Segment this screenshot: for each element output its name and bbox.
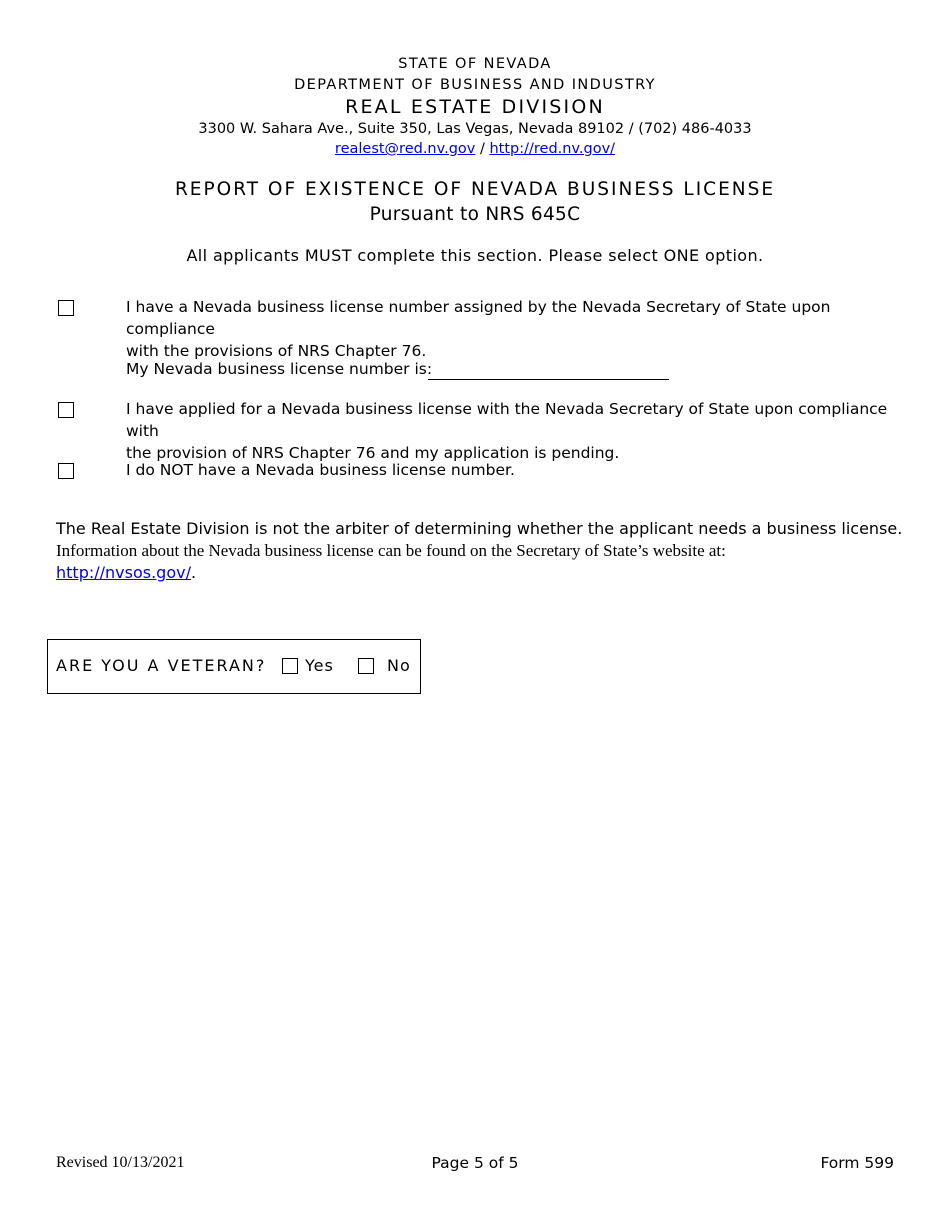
report-subtitle: Pursuant to NRS 645C [369, 204, 581, 225]
license-number-field[interactable] [428, 379, 669, 380]
form-number: Form 599 [820, 1154, 894, 1172]
link-separator: / [479, 141, 485, 157]
option-licensed-text [126, 296, 896, 362]
business-license-note [56, 518, 916, 584]
revised-date: Revised 10/13/2021 [56, 1154, 185, 1171]
nvsos-link[interactable]: http://nvsos.gov/ [56, 563, 191, 582]
option-pending-line2: the provision of NRS Chapter 76 and my application is pending. [126, 444, 620, 462]
license-number-label: My Nevada business license number is: [126, 360, 433, 378]
note-line2: Information about the Nevada business license can be found on the Secretary of State’s website at: [56, 541, 726, 560]
state-heading: STATE OF NEVADA [398, 56, 552, 72]
veteran-no-checkbox[interactable] [358, 658, 374, 674]
option-licensed-line2: with the provisions of NRS Chapter 76. [126, 342, 427, 360]
option-no-license-checkbox[interactable] [58, 463, 74, 479]
contact-links [0, 141, 950, 157]
instruction-text: All applicants MUST complete this section. Please select ONE option. [186, 246, 764, 265]
option-licensed-line1: I have a Nevada business license number assigned by the Nevada Secretary of State upon compliance [126, 298, 831, 338]
veteran-question: ARE YOU A VETERAN? [56, 656, 267, 675]
division-heading: REAL ESTATE DIVISION [345, 96, 605, 118]
veteran-yes-label: Yes [305, 656, 334, 675]
veteran-no-label: No [387, 656, 411, 675]
option-pending-checkbox[interactable] [58, 402, 74, 418]
report-title: REPORT OF EXISTENCE OF NEVADA BUSINESS LICENSE [174, 179, 776, 200]
department-heading: DEPARTMENT OF BUSINESS AND INDUSTRY [294, 77, 656, 93]
note-line1: The Real Estate Division is not the arbiter of determining whether the applicant needs a business license. [56, 519, 903, 538]
veteran-yes-checkbox[interactable] [282, 658, 298, 674]
option-pending-line1: I have applied for a Nevada business license with the Nevada Secretary of State upon compliance with [126, 400, 888, 440]
option-pending-text [126, 398, 896, 464]
email-link[interactable]: realest@red.nv.gov [334, 141, 476, 157]
page-number: Page 5 of 5 [431, 1154, 519, 1172]
note-period: . [190, 563, 197, 582]
website-link[interactable]: http://red.nv.gov/ [489, 141, 616, 157]
division-address: 3300 W. Sahara Ave., Suite 350, Las Vegas, Nevada 89102 / (702) 486-4033 [198, 121, 752, 137]
option-licensed-checkbox[interactable] [58, 300, 74, 316]
option-no-license-text: I do NOT have a Nevada business license number. [126, 461, 515, 479]
